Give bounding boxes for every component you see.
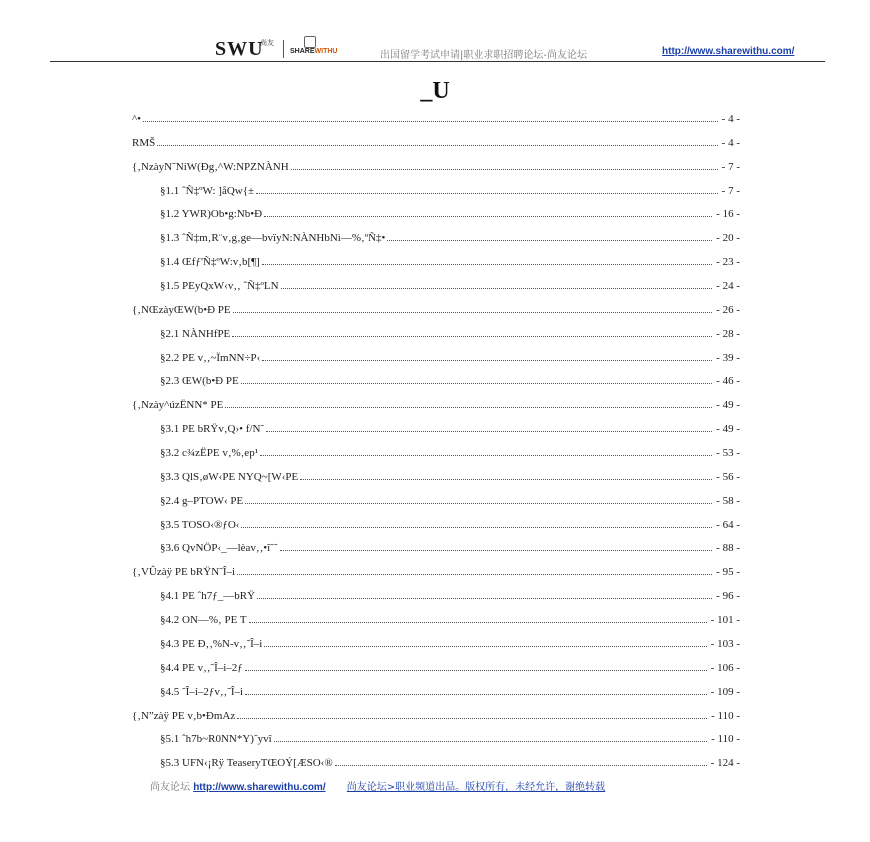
toc-entry-page: - 58 - bbox=[716, 494, 740, 507]
toc-leader-dots bbox=[300, 479, 712, 480]
toc-entry[interactable] bbox=[132, 302, 740, 316]
toc-entry-label: §3.5 TOSO‹®ƒO‹ bbox=[160, 518, 240, 531]
toc-entry-page: - 109 - bbox=[710, 685, 740, 698]
toc-entry[interactable] bbox=[160, 612, 740, 626]
toc-entry-page: - 7 - bbox=[721, 184, 740, 197]
toc-leader-dots bbox=[274, 741, 707, 742]
toc-leader-dots bbox=[249, 622, 707, 623]
toc-entry-label: §3.6 QvNÖP‹_—lèav‚‚•î˜˜ bbox=[160, 542, 278, 555]
toc-entry-label: §2.4 g–PTOW‹ PE bbox=[160, 494, 244, 507]
toc-entry[interactable] bbox=[160, 183, 740, 197]
toc-entry-page: - 24 - bbox=[716, 280, 740, 293]
toc-entry-label: {‚NzàyN˜NiW(Ðg‚^W:NPZNÀNH bbox=[132, 160, 289, 173]
toc-entry[interactable] bbox=[160, 230, 740, 244]
toc-leader-dots bbox=[237, 718, 707, 719]
toc-entry-page: - 101 - bbox=[710, 614, 740, 627]
toc-entry-label: §1.2 YWR)Ob•g:Nb•Ð bbox=[160, 208, 263, 221]
toc-leader-dots bbox=[262, 264, 712, 265]
toc-entry-page: - 46 - bbox=[716, 375, 740, 388]
toc-entry[interactable] bbox=[160, 326, 740, 340]
toc-leader-dots bbox=[262, 360, 712, 361]
header-rule bbox=[50, 61, 825, 62]
toc-entry-page: - 4 - bbox=[721, 136, 740, 149]
toc-entry-page: - 49 - bbox=[716, 399, 740, 412]
toc-leader-dots bbox=[387, 240, 712, 241]
toc-entry[interactable] bbox=[160, 350, 740, 364]
toc-entry-label: §5.1 ˆh7b~R0NN*Y)˜yvî bbox=[160, 733, 272, 746]
toc-entry-label: {‚Nzày^úzËNN* PE bbox=[132, 399, 224, 412]
toc-entry[interactable] bbox=[160, 493, 740, 507]
toc-leader-dots bbox=[225, 407, 712, 408]
logo-divider bbox=[283, 40, 284, 58]
toc-entry-label: §1.3 ˆÑ‡m‚R¨v‚g‚ge—bvïyN:NÀNHbNì—%‚ºÑ‡• bbox=[160, 232, 386, 245]
toc-entry-label: §3.1 PE bRŸv‚Q›• f/N˜ bbox=[160, 423, 265, 436]
toc-leader-dots bbox=[280, 550, 713, 551]
toc-entry-label: §4.3 PE Ð‚‚%N-v‚‚˜Î–i bbox=[160, 637, 263, 650]
toc-entry-label: §1.1 ˆÑ‡ºW: ]åQw{± bbox=[160, 184, 255, 197]
toc-leader-dots bbox=[281, 288, 713, 289]
toc-leader-dots bbox=[266, 431, 712, 432]
toc-entry[interactable] bbox=[160, 588, 740, 602]
toc-entry[interactable] bbox=[160, 517, 740, 531]
toc-entry[interactable] bbox=[160, 636, 740, 650]
toc-entry-page: - 103 - bbox=[710, 637, 740, 650]
toc-entry[interactable] bbox=[160, 660, 740, 674]
toc-entry-page: - 96 - bbox=[716, 590, 740, 603]
toc-entry[interactable] bbox=[132, 135, 740, 149]
toc-entry-page: - 95 - bbox=[716, 566, 740, 579]
toc-leader-dots bbox=[241, 383, 712, 384]
toc-leader-dots bbox=[237, 574, 712, 575]
toc-entry[interactable] bbox=[160, 373, 740, 387]
toc-entry-page: - 28 - bbox=[716, 327, 740, 340]
toc-leader-dots bbox=[335, 765, 707, 766]
toc-entry[interactable] bbox=[132, 159, 740, 173]
toc-entry-page: - 64 - bbox=[716, 518, 740, 531]
toc-entry-label: §1.4 Œfƒ'Ñ‡ºW:v‚b[¶] bbox=[160, 256, 260, 269]
toc-entry[interactable] bbox=[160, 445, 740, 459]
share-logo-a: SHARE bbox=[290, 48, 315, 55]
toc-leader-dots bbox=[143, 121, 718, 122]
toc-entry[interactable] bbox=[132, 111, 740, 125]
toc-entry-page: - 4 - bbox=[721, 113, 740, 125]
toc-entry-page: - 16 - bbox=[716, 208, 740, 221]
toc-leader-dots bbox=[260, 455, 712, 456]
toc-entry-label: §2.2 PE v‚‚~ÏmNN÷P‹ bbox=[160, 351, 261, 364]
toc-entry-page: - 124 - bbox=[710, 757, 740, 770]
toc-entry-page: - 56 - bbox=[716, 470, 740, 483]
toc-leader-dots bbox=[233, 312, 713, 313]
toc-entry-page: - 49 - bbox=[716, 423, 740, 436]
toc-entry-label: §4.2 ON—%‚ PE T bbox=[160, 614, 247, 627]
toc-leader-dots bbox=[241, 527, 712, 528]
toc-entry-page: - 88 - bbox=[716, 542, 740, 555]
logo-text: SWU bbox=[215, 38, 264, 60]
toc-entry-label: §5.3 UFN‹¡Rÿ TeaseryTŒOÝ[ÆSO‹® bbox=[160, 757, 333, 770]
toc-entry-label: ^• bbox=[132, 113, 142, 125]
toc-leader-dots bbox=[257, 598, 712, 599]
page-title: _U bbox=[420, 78, 450, 104]
toc-leader-dots bbox=[232, 336, 712, 337]
toc-entry[interactable] bbox=[160, 684, 740, 698]
sharewithu-logo bbox=[290, 36, 350, 58]
toc-entry[interactable] bbox=[160, 731, 740, 745]
toc-entry-label: §4.4 PE v‚‚˜Î–i–2ƒ bbox=[160, 661, 243, 674]
toc-entry-page: - 110 - bbox=[711, 733, 740, 746]
share-logo-b: WITHU bbox=[314, 48, 338, 55]
toc-leader-dots bbox=[256, 193, 718, 194]
toc-leader-dots bbox=[245, 670, 707, 671]
toc-entry-label: §4.5 ˜Î–i–2ƒv‚‚˜Î–i bbox=[160, 685, 244, 698]
toc-entry-page: - 53 - bbox=[716, 447, 740, 460]
toc-entry-label: {‚VÛzàÿ PE bRŸN˜Î–i bbox=[132, 566, 236, 579]
toc-entry-label: §3.2 c¾zËPE v‚%‚ep¹ bbox=[160, 447, 258, 460]
toc-entry-page: - 39 - bbox=[716, 351, 740, 364]
toc-leader-dots bbox=[291, 169, 718, 170]
toc-entry-label: {‚N”zàÿ PE v‚b•ÐmAz bbox=[132, 709, 236, 722]
footer-site-link[interactable]: http://www.sharewithu.com/ bbox=[193, 782, 326, 793]
toc-entry-label: §2.3 ŒW(b•Ð PE bbox=[160, 375, 239, 388]
swu-logo bbox=[215, 38, 264, 61]
toc-entry[interactable] bbox=[160, 755, 740, 769]
toc-leader-dots bbox=[245, 503, 712, 504]
toc-entry[interactable] bbox=[132, 397, 740, 411]
toc-entry[interactable] bbox=[132, 708, 740, 722]
toc-leader-dots bbox=[157, 145, 717, 146]
toc-entry-page: - 7 - bbox=[721, 160, 740, 173]
footer-prefix: 尚友论坛 bbox=[150, 782, 190, 793]
toc-entry-page: - 110 - bbox=[711, 709, 740, 722]
logo-superscript: 尚友 bbox=[260, 39, 274, 47]
page-header bbox=[50, 0, 825, 62]
toc-entry-label: §1.5 PEyQxW‹v‚‚ ˆÑ‡ºLN bbox=[160, 280, 279, 293]
toc-leader-dots bbox=[245, 694, 707, 695]
toc-entry-label: RMŠ bbox=[132, 136, 156, 149]
footer-copyright-link[interactable]: 尚友论坛>职业频道出品。版权所有，未经允许，谢绝转载 bbox=[346, 782, 606, 793]
header-site-link[interactable]: http://www.sharewithu.com/ bbox=[662, 46, 795, 57]
toc-entry[interactable] bbox=[160, 469, 740, 483]
page-footer bbox=[150, 778, 605, 793]
toc-entry-label: {‚NŒzàyŒW(b•Ð PE bbox=[132, 303, 231, 316]
toc-entry[interactable] bbox=[160, 206, 740, 220]
toc-entry-page: - 23 - bbox=[716, 256, 740, 269]
toc-entry[interactable] bbox=[160, 278, 740, 292]
toc-leader-dots bbox=[264, 216, 712, 217]
toc-entry[interactable] bbox=[160, 540, 740, 554]
toc-entry-label: §2.1 NÀNHfPE bbox=[160, 327, 231, 340]
toc-leader-dots bbox=[264, 646, 706, 647]
toc-entry-page: - 106 - bbox=[710, 661, 740, 674]
toc-entry-label: §4.1 PE ˆh7ƒ_—bRŸ bbox=[160, 590, 256, 603]
header-tagline: 出国留学考试申请|职业求职招聘论坛-尚友论坛 bbox=[380, 50, 587, 61]
toc-entry[interactable] bbox=[132, 564, 740, 578]
toc-entry[interactable] bbox=[160, 254, 740, 268]
toc-entry-page: - 26 - bbox=[716, 303, 740, 316]
toc-entry[interactable] bbox=[160, 421, 740, 435]
toc-entry-page: - 20 - bbox=[716, 232, 740, 245]
toc-entry-label: §3.3 QlS‚øW‹PE NYQ~[W‹PE bbox=[160, 470, 299, 483]
share-box-icon bbox=[304, 36, 316, 48]
